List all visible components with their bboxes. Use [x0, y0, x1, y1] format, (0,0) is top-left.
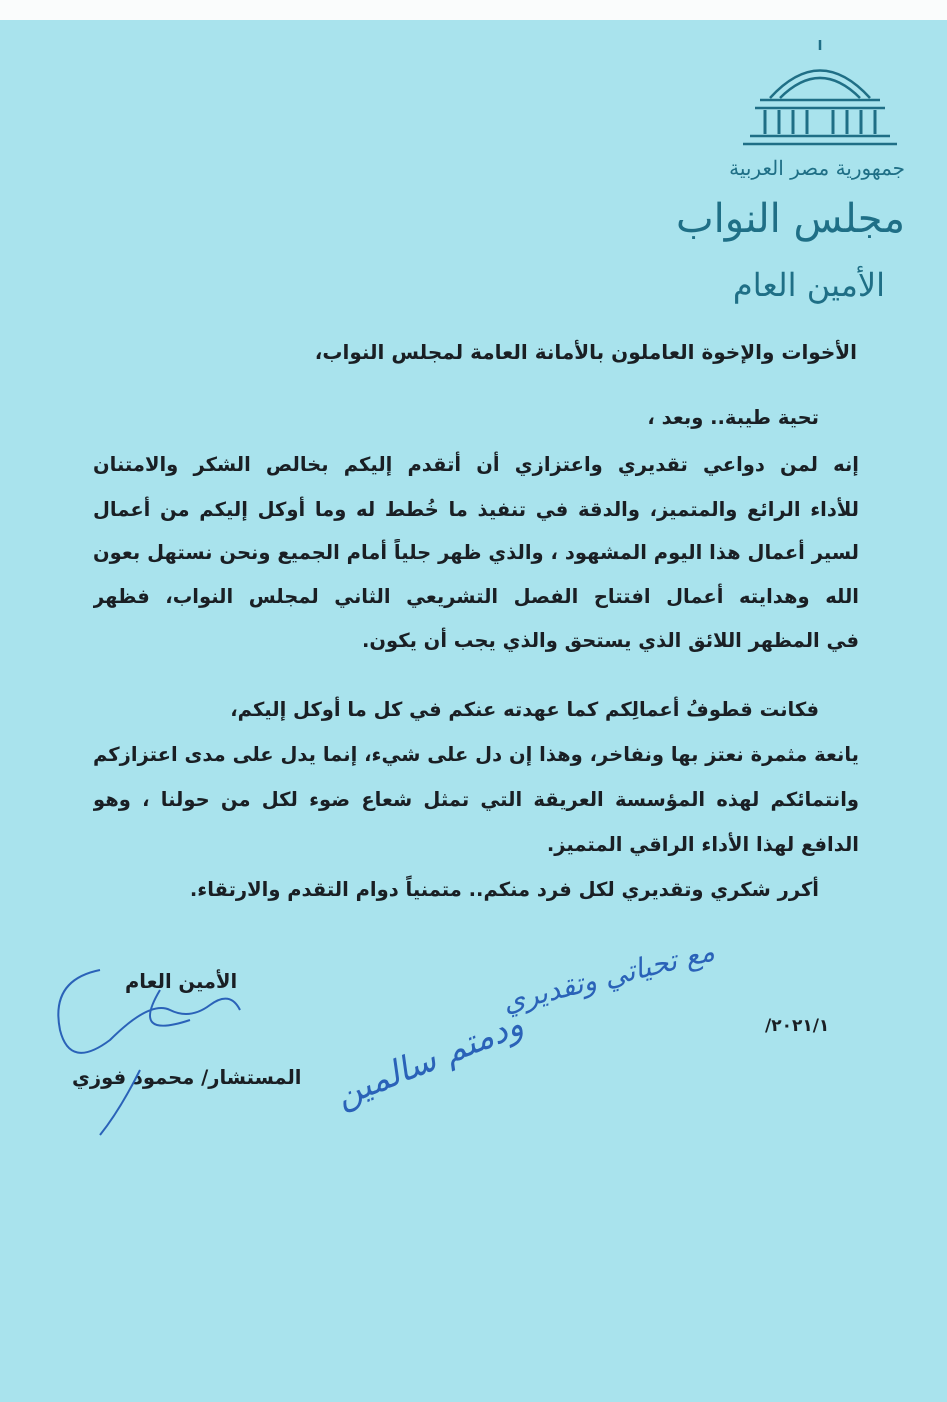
letterhead-logo [675, 38, 905, 338]
letterhead-country: جمهورية مصر العربية [729, 156, 905, 180]
handwritten-note-line: ودمتم سالمين [329, 1004, 529, 1116]
letterhead-institution: مجلس النواب [675, 196, 905, 242]
letter-addressee: الأخوات والإخوة العاملون بالأمانة العامة لمجلس النواب، [314, 340, 857, 364]
letter-greeting: تحية طيبة.. وبعد ، [647, 406, 819, 429]
letter-date: ٢٠٢١/١/ [765, 1016, 830, 1036]
paragraph1-line: للأداء الرائع والمتميز، والدقة في تنفيذ ما خُطط له وما أوكل إليكم من أعمال [93, 498, 859, 521]
parliament-dome-icon [735, 38, 905, 158]
paragraph1-line: لسير أعمال هذا اليوم المشهود ، والذي ظهر جلياً أمام الجميع ونحن نستهل بعون [93, 541, 859, 564]
paragraph1-line: في المظهر اللائق الذي يستحق والذي يجب أن يكون. [361, 629, 859, 652]
scan-border [0, 0, 947, 20]
paragraph2-line: فكانت قطوفُ أعمالِكم كما عهدته عنكم في كل ما أوكل إليكم، [230, 698, 819, 721]
paragraph1-line: الله وهدايته أعمال افتتاح الفصل التشريعي الثاني لمجلس النواب، فظهر [93, 585, 859, 608]
paragraph2-line: وانتمائكم لهذه المؤسسة العريقة التي تمثل شعاع ضوء لكل من حولنا ، وهو [93, 788, 859, 811]
signature-name: المستشار/ محمود فوزي [72, 1066, 302, 1089]
paragraph2-line: يانعة مثمرة نعتز بها ونفاخر، وهذا إن دل على شيء، إنما يدل على مدى اعتزازكم [93, 743, 859, 766]
letterhead-office: الأمين العام [732, 266, 885, 304]
letter-closing: أكرر شكري وتقديري لكل فرد منكم.. متمنياً دوام التقدم والارتقاء. [189, 878, 819, 901]
paragraph2-line: الدافع لهذا الأداء الراقي المتميز. [546, 833, 859, 856]
signature-title: الأمين العام [125, 970, 238, 993]
paragraph1-line: إنه لمن دواعي تقديري واعتزازي أن أتقدم إليكم بخالص الشكر والامتنان [93, 453, 859, 476]
handwritten-signature [40, 950, 280, 1150]
handwritten-note-line: مع تحياتي وتقديري [499, 934, 718, 1019]
